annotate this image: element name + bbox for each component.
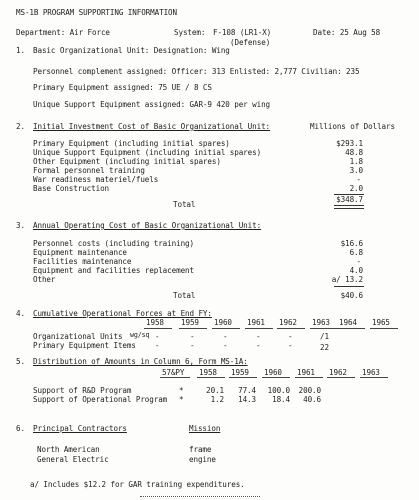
year-header: 57&PY xyxy=(162,368,185,377)
document-title: MS-1B PROGRAM SUPPORTING INFORMATION xyxy=(16,8,177,17)
year-underline xyxy=(197,377,225,378)
investment-row-label: Formal personnel training xyxy=(33,166,145,175)
operating-row-value: 6.8 xyxy=(349,248,363,257)
investment-row-value: 48.8 xyxy=(345,148,363,157)
year-underline xyxy=(360,377,388,378)
primary-items-label: Primary Equipment Items xyxy=(33,341,136,350)
personnel-line: Personnel complement assigned: Officer: 313 Enlisted: 2,777 Civilian: 235 xyxy=(33,67,360,76)
basic-unit-line: Basic Organizational Unit: Designation: Wing xyxy=(33,46,230,55)
investment-row-value: 2.0 xyxy=(349,184,363,193)
year-underline xyxy=(370,328,398,329)
section-3-title: Annual Operating Cost of Basic Organizational Unit: xyxy=(33,221,262,230)
investment-row-label: Primary Equipment (including initial spares) xyxy=(33,139,230,148)
distribution-cell: 1.2 xyxy=(210,395,224,404)
section-6-title: Principal Contractors xyxy=(33,424,127,433)
investment-total-label: Total xyxy=(173,200,196,209)
distribution-cell: 200.0 xyxy=(298,386,321,395)
year-header: 1963 xyxy=(312,318,330,327)
forces-cell: /1 xyxy=(320,332,329,341)
section-2-number: 2. xyxy=(16,122,25,131)
operating-row-value: - xyxy=(356,257,361,266)
section-3-number: 3. xyxy=(16,221,25,230)
forces-cell: - xyxy=(223,341,228,350)
year-header: 1964 xyxy=(339,318,357,327)
org-units-label: Organizational Units xyxy=(33,332,123,341)
contractor-name: North American xyxy=(37,445,100,454)
year-header: 1963 xyxy=(362,368,380,377)
forces-cell: - xyxy=(190,341,195,350)
forces-cell: 22 xyxy=(320,343,329,352)
footnote: a/ Includes $12.2 for GAR training expenditures. xyxy=(30,480,245,489)
forces-cell: - xyxy=(288,341,293,350)
investment-row-value: $293.1 xyxy=(336,139,363,148)
forces-cell: - xyxy=(288,332,293,341)
section-1-number: 1. xyxy=(16,46,25,55)
operating-row-value: 4.0 xyxy=(349,266,363,275)
distribution-row-mark: * xyxy=(179,395,184,404)
distribution-cell: 40.6 xyxy=(303,395,321,404)
year-underline xyxy=(337,328,365,329)
operating-row-label: Facilities maintenance xyxy=(33,257,132,266)
year-header: 1960 xyxy=(264,368,282,377)
year-underline xyxy=(212,328,240,329)
investment-row-label: Other Equipment (including initial spares) xyxy=(33,157,221,166)
year-header: 1960 xyxy=(214,318,232,327)
distribution-cell: 20.1 xyxy=(206,386,224,395)
year-header: 1958 xyxy=(146,318,164,327)
investment-row-label: War readiness materiel/fuels xyxy=(33,175,159,184)
mission-heading: Mission xyxy=(189,424,221,433)
operating-row-label: Personnel costs (including training) xyxy=(33,239,194,248)
year-underline xyxy=(245,328,273,329)
distribution-cell: 77.4 xyxy=(238,386,256,395)
contractor-mission: engine xyxy=(189,455,216,464)
department: Department: Air Force xyxy=(16,28,110,37)
operating-row-value: a/ 13.2 xyxy=(331,275,363,284)
year-underline xyxy=(144,328,172,329)
distribution-row-mark: * xyxy=(179,386,184,395)
investment-row-value: 1.8 xyxy=(349,157,363,166)
operating-row-value: $16.6 xyxy=(340,239,363,248)
section-6-number: 6. xyxy=(16,424,25,433)
year-header: 1961 xyxy=(297,368,315,377)
distribution-row-label: Support of R&D Program xyxy=(33,386,132,395)
forces-cell: - xyxy=(223,332,228,341)
system-name: F-108 (LR1-X) xyxy=(213,28,272,37)
subtotal-rule xyxy=(334,286,364,287)
system-label: System: xyxy=(174,28,206,37)
year-underline xyxy=(262,377,290,378)
year-header: 1959 xyxy=(231,368,249,377)
org-units-unit: wg/sq xyxy=(130,331,150,339)
cut-off-stamp-text xyxy=(140,496,260,500)
operating-total-label: Total xyxy=(173,291,196,300)
system-subtitle: (Defense) xyxy=(230,38,271,47)
contractor-mission: frame xyxy=(189,445,212,454)
forces-cell: - xyxy=(155,341,160,350)
year-underline xyxy=(229,377,257,378)
year-underline xyxy=(160,377,190,378)
section-5-number: 5. xyxy=(16,357,25,366)
contractor-name: General Electric xyxy=(37,455,109,464)
year-underline xyxy=(295,377,323,378)
investment-row-value: 3.0 xyxy=(349,166,363,175)
primary-equipment-line: Primary Equipment assigned: 75 UE / 8 CS xyxy=(33,83,212,92)
section-4-number: 4. xyxy=(16,309,25,318)
section-2-title: Initial Investment Cost of Basic Organizational Unit: xyxy=(33,122,271,131)
distribution-cell: 100.0 xyxy=(267,386,290,395)
forces-cell: - xyxy=(256,332,261,341)
year-header: 1962 xyxy=(279,318,297,327)
forces-cell: - xyxy=(190,332,195,341)
units-heading: Millions of Dollars xyxy=(310,122,395,131)
year-underline xyxy=(310,328,338,329)
year-header: 1959 xyxy=(181,318,199,327)
year-underline xyxy=(179,328,207,329)
unique-equipment-line: Unique Support Equipment assigned: GAR-9 420 per wing xyxy=(33,100,271,109)
year-underline xyxy=(277,328,305,329)
investment-row-label: Unique Support Equipment (including initial spares) xyxy=(33,148,262,157)
total-double-rule xyxy=(334,205,364,209)
investment-row-label: Base Construction xyxy=(33,184,110,193)
forces-cell: - xyxy=(155,332,160,341)
operating-total-value: $40.6 xyxy=(340,291,363,300)
document-date: Date: 25 Aug 58 xyxy=(313,28,381,37)
investment-row-value: - xyxy=(356,175,361,184)
distribution-cell: 14.3 xyxy=(238,395,256,404)
operating-row-label: Other xyxy=(33,275,56,284)
operating-row-label: Equipment maintenance xyxy=(33,248,127,257)
year-header: 1965 xyxy=(372,318,390,327)
forces-cell: - xyxy=(256,341,261,350)
year-header: 1961 xyxy=(247,318,265,327)
year-header: 1962 xyxy=(329,368,347,377)
operating-row-label: Equipment and facilities replacement xyxy=(33,266,194,275)
investment-total-value: $348.7 xyxy=(336,195,363,204)
year-underline xyxy=(327,377,355,378)
section-4-title: Cumulative Operational Forces at End FY: xyxy=(33,309,212,318)
distribution-row-label: Support of Operational Program xyxy=(33,395,168,404)
distribution-cell: 18.4 xyxy=(272,395,290,404)
year-header: 1958 xyxy=(199,368,217,377)
section-5-title: Distribution of Amounts in Column 6, Form MS-1A: xyxy=(33,357,248,366)
